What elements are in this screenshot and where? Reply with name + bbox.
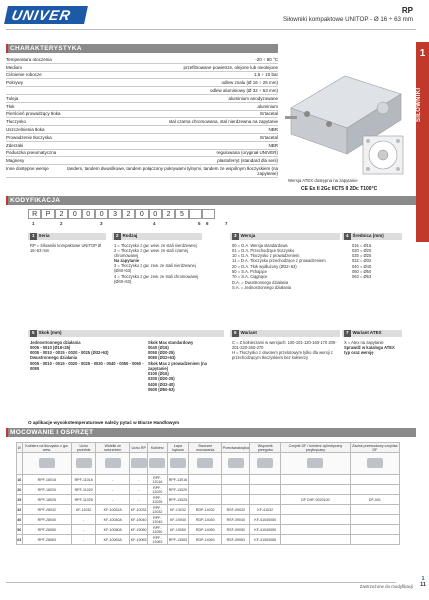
section-item: S.A. = Jednostronnego działania <box>232 284 292 290</box>
table-row <box>17 505 400 515</box>
section-item: 0100 (Ø16) <box>148 370 169 376</box>
section-item: 063 = Ø63 <box>352 274 372 280</box>
atex-note: Wersja ATEX dostępna na zapytanie <box>288 178 358 183</box>
spec-key: Inne dostępne wersje <box>6 165 49 171</box>
table-cell: RPF-11020 <box>72 485 96 495</box>
page-title: Siłowniki kompaktowe UNITOP - Ø 16 ÷ 63 mm <box>282 16 413 23</box>
table-cell <box>281 485 351 495</box>
accessory-icon <box>76 458 92 468</box>
table-cell: RPF-28063 <box>22 535 72 545</box>
code-box: 2 <box>122 209 135 219</box>
accessory-picture <box>250 453 281 475</box>
table-cell <box>281 525 351 535</box>
table-cell: RPF-13020 <box>167 485 189 495</box>
table-cell: 16 <box>17 475 23 485</box>
table-header: Przeciwnakrętka <box>222 443 250 453</box>
table-cell: KF-11032 <box>72 505 96 515</box>
table-cell: KF-10063A <box>96 535 130 545</box>
code-position-number: 4 <box>153 221 156 226</box>
accessory-icon <box>149 458 165 468</box>
chapter-label: SIŁOWNIKI <box>416 87 422 123</box>
section-wersja: 3 Wersja 00 = D.A. Wersja standardowa 01 = D.A. Przechodzące tłoczysko 10 = D.A. Tłoczysko z prowadzeniem 11 = D.A. Tłoczysko przechodzące z prowadzeniem 20 = D.A. Tłok wydłużony (Ø32÷63) 50 = S.A. Pchające 70 = S.A. Ciągnące D.A. = Dwustronnego działania S.A. = Jednostronnego działania <box>230 233 340 293</box>
section-heading-mocowanie: MOCOWANIE I OSPRZĘT <box>6 428 416 437</box>
section-item: 3 = Tłoczysko z gw. zew. ze stali nierdzewnej (Ø40÷63) <box>114 263 196 274</box>
table-cell: - <box>130 495 148 505</box>
section-item: 025 = Ø25 <box>352 253 372 259</box>
section-item: 1 = Tłoczysko z gw. wew. ze stali nierdzewnej <box>114 242 197 248</box>
section-item: 0080 (Ø32÷63) <box>148 355 176 361</box>
spec-row <box>6 56 278 64</box>
accessories-table <box>16 442 400 545</box>
accessory-picture <box>96 453 130 475</box>
cylinder-image <box>285 58 413 178</box>
section-item: 70 = S.A. Ciągnące <box>232 274 268 280</box>
table-cell <box>350 475 399 485</box>
spec-table <box>6 56 278 178</box>
product-code: RP <box>401 6 413 15</box>
section-item: 50 = S.A. Pchające <box>232 268 267 274</box>
section-item: 0005 - 0010 (Ø16÷25) <box>30 344 71 350</box>
code-position-number: 7 <box>225 221 228 226</box>
table-cell: RPF-12020 <box>147 485 167 495</box>
table-cell: RPF-12063 <box>147 535 167 545</box>
table-cell <box>222 495 250 505</box>
spec-key: Magnesy <box>6 158 25 164</box>
table-cell: RPF-11025 <box>72 495 96 505</box>
table-cell: RPF-28032 <box>22 505 72 515</box>
section-item: 2 = Tłoczysko z gw. wew. ze stali czarnej chromowanej <box>114 247 188 258</box>
table-cell: - <box>72 515 96 525</box>
accessory-icon <box>39 458 55 468</box>
section-item: RP = Siłowniki kompaktowe UNITOP Ø 16÷63 mm <box>30 242 102 253</box>
table-row <box>17 515 400 525</box>
table-cell <box>222 475 250 485</box>
spec-row <box>6 79 278 87</box>
table-cell: 40 <box>17 515 23 525</box>
spec-key: Pierścień prowadzący tłoka <box>6 111 61 117</box>
table-cell: RPF-13016 <box>167 475 189 485</box>
section-wariant-atex: 7 Wariant ATEX X = Atex na zapytanie Sprawdź w katalogu ATEX typ oraz wersję <box>342 330 402 358</box>
table-cell: RSF-09050 <box>222 525 250 535</box>
table-cell: 50 <box>17 525 23 535</box>
section-item: 0005 - 0010 - 0015 - 0020 - 0025 - 0030 - 0040 - 0050 - 0060 - 0080 <box>30 360 144 371</box>
page-number: 1 11 <box>420 576 426 588</box>
table-cell <box>250 495 281 505</box>
footer-divider <box>6 582 396 583</box>
accessory-picture <box>167 453 189 475</box>
table-row <box>17 495 400 505</box>
table-cell: RDP-14050 <box>189 525 222 535</box>
table-cell <box>189 495 222 505</box>
section-item: 0500 (Ø50-63) <box>148 386 175 392</box>
section-item: X = Atex na zapytanie <box>344 339 384 345</box>
table-cell: - <box>96 495 130 505</box>
accessory-picture <box>189 453 222 475</box>
table-cell: RPF-28050 <box>22 525 72 535</box>
code-box <box>189 209 202 219</box>
table-row <box>17 453 400 475</box>
spec-value: odlew aluminiowy (Ø 32 ÷ 63 mm) <box>210 87 278 93</box>
spec-key: Prowadzenie tłoczyska <box>6 134 52 140</box>
table-cell: KF-10040A <box>96 515 130 525</box>
table-cell <box>281 535 351 545</box>
section-item: 10 = D.A. Tłoczysko z prowadzeniem <box>232 253 300 259</box>
code-box: 2 <box>55 209 68 219</box>
accessory-picture <box>147 453 167 475</box>
spec-value: Ertacetal <box>260 134 278 140</box>
spec-key: Tłoczysko <box>6 119 27 125</box>
spec-key: Uszczelnienia tłoka <box>6 126 45 132</box>
spec-row <box>6 103 278 111</box>
table-cell: 20 <box>17 485 23 495</box>
section-item: H = Tłoczysko z otworem przelotowym tylko dla wersji z przechodzącym tłoczyskiem bez kołnierzy <box>232 349 333 360</box>
spec-key: Tuleja <box>6 95 19 101</box>
spec-value: regulowana (oryginał UNIVER) <box>216 150 278 156</box>
table-cell: KF-41040050 <box>250 515 281 525</box>
table-cell <box>222 485 250 495</box>
spec-value: plastoferryt (standard dla serii) <box>217 158 278 164</box>
code-box: 2 <box>162 209 175 219</box>
table-row <box>17 535 400 545</box>
code-position-numbers <box>28 221 258 229</box>
spec-key: Ciśnienie robocze <box>6 72 42 78</box>
spec-row <box>6 64 278 72</box>
table-header: Widełki ze sworzniem <box>96 443 130 453</box>
section-item: Jednostronnego działania <box>30 339 81 345</box>
section-item: 040 = Ø40 <box>352 263 372 269</box>
spec-row <box>6 142 278 150</box>
accessory-picture <box>350 453 399 475</box>
accessory-icon <box>170 458 186 468</box>
section-item: 032 = Ø32 <box>352 258 372 264</box>
table-cell: KF-10050A <box>96 525 130 535</box>
spec-key <box>6 88 10 93</box>
table-cell: KF-19040 <box>130 515 148 525</box>
code-boxes <box>28 209 215 219</box>
table-cell: RPF-11016 <box>72 475 96 485</box>
spec-key: Medium <box>6 64 23 70</box>
table-cell: KF-41032 <box>250 505 281 515</box>
code-position-number: 5 <box>198 221 201 226</box>
table-cell: 25 <box>17 495 23 505</box>
spec-value: NBR <box>268 142 278 148</box>
section-item: 0200 (Ø20-25) <box>148 376 175 382</box>
spec-value: 1,5 ÷ 10 bar <box>254 72 278 78</box>
spec-row <box>6 72 278 80</box>
code-position-number: 1 <box>32 221 35 226</box>
section-heading-kodyfikacja: KODYFIKACJA <box>6 196 416 205</box>
table-header: Wspornik przegubu <box>250 443 281 453</box>
code-box: 0 <box>82 209 95 219</box>
code-box: 0 <box>135 209 148 219</box>
section-srednica: 4 Średnica (mm) 016 = Ø16 020 = Ø20 025 = Ø25 032 = Ø32 040 = Ø40 050 = Ø50 063 = Ø63 <box>342 233 402 280</box>
table-cell: DF DHF-0020100 <box>281 495 351 505</box>
code-box: 3 <box>108 209 121 219</box>
table-cell <box>281 515 351 525</box>
table-cell: KF-41040050 <box>250 525 281 535</box>
table-cell <box>350 535 399 545</box>
table-cell: RPF-12025 <box>147 495 167 505</box>
section-item: 0050 (Ø20-25) <box>148 350 175 356</box>
table-cell <box>350 505 399 515</box>
table-cell: - <box>130 475 148 485</box>
section-item: C = Z kołnierzami w wersjach: 100-101-120-160-170 200-201-220-260-270 <box>232 339 337 350</box>
spec-row <box>6 134 278 142</box>
high-temp-note: O aplikacje wysokotemperaturowe należy pytać w Biurze Handlowym <box>28 420 180 425</box>
section-item: 00 = D.A. Wersja standardowa <box>232 242 288 248</box>
table-cell: RDP-14063 <box>189 535 222 545</box>
table-cell: RDP-14032 <box>189 505 222 515</box>
accessory-icon <box>131 458 147 468</box>
footer-note: Zastrzeżone do modyfikacji <box>359 584 413 589</box>
spec-key: Tłok <box>6 103 15 109</box>
spec-value: odlew znalu (Ø 16 ÷ 25 mm) <box>221 80 278 86</box>
chapter-number: 1 <box>419 48 426 59</box>
spec-value: aluminium anodyzowane <box>228 95 278 101</box>
table-cell <box>250 485 281 495</box>
accessory-icon <box>307 458 323 468</box>
section-item: 016 = Ø16 <box>352 242 372 248</box>
table-cell: RPF-13063 <box>167 535 189 545</box>
code-box <box>202 209 215 219</box>
table-cell: - <box>96 485 130 495</box>
table-cell <box>281 475 351 485</box>
section-skok: 5 Skok (mm) Jednostronnego działania 0005 - 0010 (Ø16÷25) 0005 - 0010 - 0015 - 0020 - 0025 (Ø32÷63) Dwustronnego działania 0005 - 0010 - 0015 - 0020 - 0025 - 0030 - 0040 - 0050 - 0060 - 0080 Skok Max standardowy 0040 (Ø16) 0050 (Ø20-25) 0080 (Ø32÷63) Skok Max z prowadzeniem (na zapytanie) 0100 (Ø16) 0200 (Ø20-25) 0400 (Ø32-40) 0500 (Ø50-63) <box>28 330 224 395</box>
table-header: Czujnik DF / kołnierz cylindryczny przykręcany <box>281 443 351 453</box>
section-item: 20 = D.A. Tłok wydłużony (Ø32÷63) <box>232 263 297 269</box>
section-item: 0040 (Ø16) <box>148 344 169 350</box>
table-cell: KF-10032 <box>130 505 148 515</box>
code-box: P <box>41 209 54 219</box>
table-header: Sworzeń mocowania <box>189 443 222 453</box>
section-rodzaj: 2 Rodzaj 1 = Tłoczysko z gw. wew. ze stali nierdzewnej 2 = Tłoczysko z gw. wew. ze stali czarnej chromowanej Na zapytanie 3 = Tłoczysko z gw. zew. ze stali nierdzewnej (Ø40÷63) 4 = Tłoczysko z gw. zew. ze stali chromowanej (Ø40÷63) <box>112 233 202 287</box>
spec-value: przefiltrowane powietrze, olejone lub nieolejone <box>183 64 278 70</box>
spec-row <box>6 87 278 95</box>
code-position-number: 2 <box>60 221 63 226</box>
table-row <box>17 485 400 495</box>
table-cell: RPF-18016 <box>22 475 72 485</box>
table-cell <box>281 505 351 515</box>
table-cell: RPF-18025 <box>22 495 72 505</box>
table-header: Zacisk przewodowy czujnika DF <box>352 443 398 452</box>
spec-row <box>6 165 278 178</box>
code-position-number: 3 <box>100 221 103 226</box>
code-box: 0 <box>95 209 108 219</box>
table-cell: RPF-12050 <box>147 525 167 535</box>
accessory-picture <box>222 453 250 475</box>
table-cell: RSF-09063 <box>222 535 250 545</box>
section-item: 0400 (Ø32-40) <box>148 381 175 387</box>
table-cell <box>250 475 281 485</box>
table-header: Ø <box>17 443 23 453</box>
section-heading-charakterystyka: CHARAKTERYSTYKA <box>6 44 278 53</box>
accessory-picture <box>72 453 96 475</box>
code-box: 5 <box>175 209 188 219</box>
section-item: 4 = Tłoczysko z gw. zew. ze stali chromowanej (Ø40÷63) <box>114 273 199 284</box>
table-header: Łapa kątowa <box>167 443 189 453</box>
accessory-icon <box>105 458 121 468</box>
spec-row <box>6 118 278 126</box>
code-box: 0 <box>68 209 81 219</box>
section-item: Skok Max z prowadzeniem (na zapytanie) <box>148 360 207 371</box>
univer-logo: UNIVER <box>4 6 88 24</box>
table-cell: 32 <box>17 505 23 515</box>
section-item: 11 = D.A. Tłoczysko przechodzące z prowadzeniem <box>232 258 326 264</box>
accessory-icon <box>197 458 213 468</box>
table-cell: KF-41063065 <box>250 535 281 545</box>
accessory-picture <box>22 453 72 475</box>
spec-value: NBR <box>268 126 278 132</box>
table-cell: 63 <box>17 535 23 545</box>
table-header: Ucho RP <box>130 443 148 453</box>
code-position-number: 6 <box>206 221 209 226</box>
table-cell: RPF-28040 <box>22 515 72 525</box>
code-box: 0 <box>149 209 162 219</box>
table-cell: KF-19050 <box>167 525 189 535</box>
spec-key: Zderzaki <box>6 142 24 148</box>
table-cell: - <box>96 475 130 485</box>
spec-value: Ertacetal <box>260 111 278 117</box>
table-cell: RSF-09032 <box>222 505 250 515</box>
section-item: 020 = Ø20 <box>352 247 372 253</box>
spec-key: Temperatura otoczenia <box>6 56 52 62</box>
accessory-icon <box>257 458 273 468</box>
accessory-picture <box>130 453 148 475</box>
table-cell: KF-19040 <box>167 515 189 525</box>
table-cell: KF-13032 <box>167 505 189 515</box>
section-item: Skok Max standardowy <box>148 339 194 345</box>
section-item: Na zapytanie <box>114 258 140 264</box>
spec-value: stal czarna chromowana, stal nierdzewna na zapytanie <box>168 119 278 125</box>
spec-value: aluminium <box>257 103 278 109</box>
section-item: Sprawdź w katalogu ATEX typ oraz wersję <box>344 344 395 355</box>
table-header: Kołnierz <box>147 443 167 453</box>
code-box: R <box>28 209 41 219</box>
table-cell <box>350 515 399 525</box>
table-cell: RPF-12032 <box>147 505 167 515</box>
table-cell <box>189 475 222 485</box>
section-item: 050 = Ø50 <box>352 268 372 274</box>
table-cell: - <box>130 485 148 495</box>
table-cell: RDP-14040 <box>189 515 222 525</box>
certification-marks: CE Ex II 2Gc IICT5 II 2Dc T100°C <box>301 186 378 192</box>
table-cell: DF-001 <box>350 495 399 505</box>
table-cell: KF-19050 <box>130 525 148 535</box>
section-item: 01 = D.A. Przechodzące tłoczysko <box>232 247 295 253</box>
table-cell <box>189 485 222 495</box>
table-row <box>17 475 400 485</box>
spec-row <box>6 157 278 165</box>
header-divider <box>6 29 416 30</box>
table-cell <box>350 485 399 495</box>
spec-key: Pokrywy <box>6 80 24 86</box>
chapter-tab <box>416 42 429 242</box>
table-cell: - <box>72 535 96 545</box>
accessory-icon <box>367 458 383 468</box>
spec-row <box>6 95 278 103</box>
table-cell: RPF-13025 <box>167 495 189 505</box>
table-header: Ucho przednie <box>72 443 96 453</box>
accessory-picture <box>281 453 351 475</box>
table-cell: RPF-12040 <box>147 515 167 525</box>
table-cell: RSF-09040 <box>222 515 250 525</box>
accessory-icon <box>228 458 244 468</box>
table-header: Kołnierz na tłoczysko z gw. wew. <box>22 443 72 453</box>
table-cell: KF-19063 <box>130 535 148 545</box>
spec-row <box>6 111 278 119</box>
section-item: D.A. = Dwustronnego działania <box>232 279 289 285</box>
spec-row <box>6 126 278 134</box>
spec-value: tandem, tandem dwusilkowe, tandem połączony pokrywami tylnymi, tandem ze wspólnym tłoczyskiem (na zapytanie) <box>67 165 278 177</box>
table-cell <box>350 525 399 535</box>
table-row <box>17 525 400 535</box>
table-cell: KF-10032A <box>96 505 130 515</box>
table-cell: RPF-18020 <box>22 485 72 495</box>
section-seria: 1 Seria RP = Siłowniki kompaktowe UNITOP Ø 16÷63 mm <box>28 233 106 256</box>
table-cell: RPF-12016 <box>147 475 167 485</box>
table-cell: - <box>72 525 96 535</box>
spec-row <box>6 150 278 158</box>
section-item: 0005 - 0010 - 0015 - 0020 - 0025 (Ø32÷63) <box>30 350 109 356</box>
spec-key: Poduszka pneumatyczna <box>6 150 57 156</box>
section-item: Dwustronnego działania <box>30 355 78 361</box>
spec-value: -20 ÷ 80 °C <box>255 56 278 62</box>
section-wariant: 6 Wariant C = Z kołnierzami w wersjach: 100-101-120-160-170 200-201-220-260-270 H = Tłoczysko z otworem przelotowym tylko dla wersji z przechodzącym tłoczyskiem bez kołnierzy <box>230 330 340 363</box>
